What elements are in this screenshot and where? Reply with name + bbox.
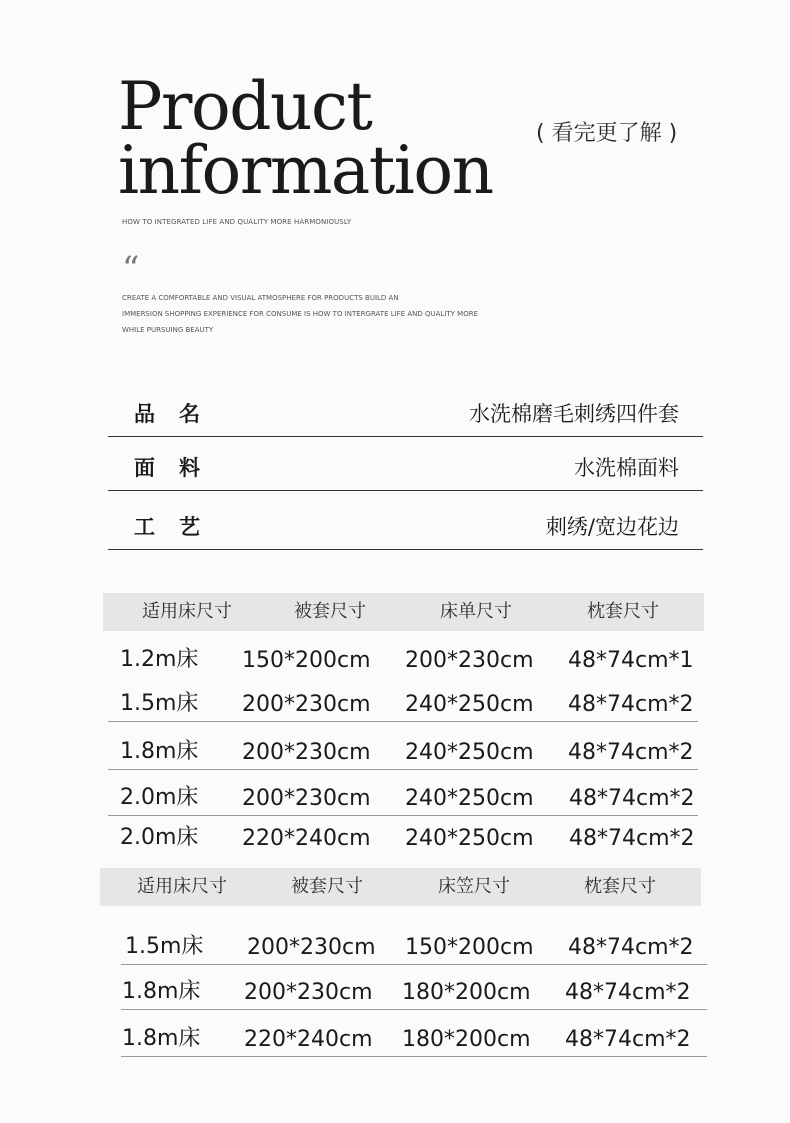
table-cell: 48*74cm*2: [568, 692, 694, 717]
info-value: 刺绣/宽边花边: [545, 515, 679, 539]
table-row: [108, 817, 698, 855]
page-title-line-2: information: [118, 132, 493, 209]
table-header-cell: 适用床尺寸: [142, 601, 232, 622]
table-row: [108, 633, 698, 677]
subtitle-cn: ( 看完更了解 ): [536, 121, 678, 146]
info-row-fabric: [108, 439, 703, 491]
info-row-product-name: [108, 384, 703, 437]
table-cell: 48*74cm*2: [569, 786, 695, 811]
table-cell: 200*230cm: [247, 935, 376, 960]
size-table-1-header: [103, 593, 704, 631]
table-cell: 1.5m床: [125, 934, 204, 959]
table-cell: 2.0m床: [120, 785, 199, 810]
table-cell: 48*74cm*2: [568, 935, 694, 960]
table-row: [121, 917, 707, 965]
table-cell: 48*74cm*2: [565, 980, 691, 1005]
table-cell: 240*250cm: [405, 740, 534, 765]
table-row: [108, 723, 698, 770]
table-cell: 48*74cm*2: [565, 1027, 691, 1052]
table-cell: 200*230cm: [405, 648, 534, 673]
table-header-cell: 枕套尺寸: [587, 601, 659, 622]
table-cell: 220*240cm: [242, 826, 371, 851]
table-cell: 240*250cm: [405, 692, 534, 717]
table-cell: 150*200cm: [405, 935, 534, 960]
info-label: 工艺: [134, 515, 224, 539]
info-value: 水洗棉磨毛刺绣四件套: [469, 402, 679, 426]
table-header-cell: 床单尺寸: [440, 601, 512, 622]
table-cell: 180*200cm: [402, 1027, 531, 1052]
table-header-cell: 被套尺寸: [294, 601, 366, 622]
table-row: [121, 1011, 707, 1057]
table-cell: 48*74cm*2: [568, 740, 694, 765]
page-title-line-1: Product: [118, 68, 372, 145]
table-cell: 200*230cm: [242, 740, 371, 765]
table-cell: 200*230cm: [242, 786, 371, 811]
table-cell: 48*74cm*2: [569, 826, 695, 851]
table-cell: 180*200cm: [402, 980, 531, 1005]
description-line: IMMERSION SHOPPING EXPERIENCE FOR CONSUME IS HOW TO INTERGRATE LIFE AND QUALITY MORE: [122, 310, 478, 318]
table-cell: 240*250cm: [405, 786, 534, 811]
info-label: 品名: [134, 402, 224, 426]
table-cell: 1.5m床: [120, 691, 199, 716]
table-cell: 1.2m床: [120, 647, 199, 672]
description: [122, 290, 542, 338]
quote-icon: “: [122, 249, 140, 289]
table-header-cell: 被套尺寸: [291, 876, 363, 897]
table-row: [108, 771, 698, 816]
size-table-2-header: [100, 868, 701, 906]
table-row: [108, 678, 698, 722]
table-header-cell: 适用床尺寸: [137, 876, 227, 897]
info-row-craft: [108, 497, 703, 550]
table-cell: 220*240cm: [244, 1027, 373, 1052]
table-cell: 200*230cm: [244, 980, 373, 1005]
table-cell: 200*230cm: [242, 692, 371, 717]
table-header-cell: 枕套尺寸: [584, 876, 656, 897]
info-label: 面料: [134, 456, 224, 480]
table-cell: 240*250cm: [405, 826, 534, 851]
table-cell: 48*74cm*1: [568, 648, 694, 673]
table-cell: 2.0m床: [120, 825, 199, 850]
table-cell: 1.8m床: [120, 739, 199, 764]
table-header-cell: 床笠尺寸: [438, 876, 510, 897]
description-line: WHILE PURSUING BEAUTY: [122, 326, 214, 334]
table-row: [121, 966, 707, 1010]
table-cell: 1.8m床: [122, 979, 201, 1004]
table-cell: 1.8m床: [122, 1026, 201, 1051]
tagline: HOW TO INTEGRATED LIFE AND QUALITY MORE HARMONIOUSLY: [122, 218, 352, 226]
info-value: 水洗棉面料: [574, 456, 679, 480]
table-cell: 150*200cm: [242, 648, 371, 673]
description-line: CREATE A COMFORTABLE AND VISUAL ATMOSPHERE FOR PRODUCTS BUILD AN: [122, 294, 399, 302]
